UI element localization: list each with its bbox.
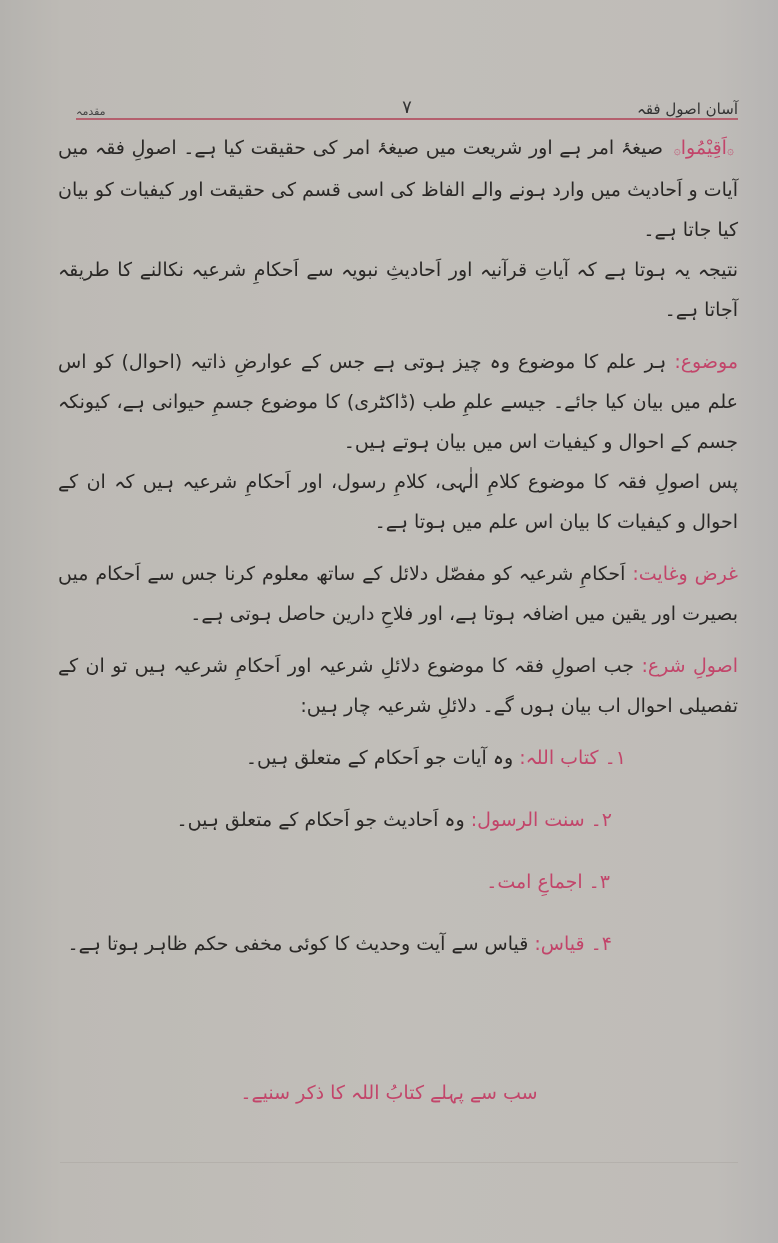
quran-word: ۞اَقِیْمُوا۞ — [673, 137, 734, 159]
header-rule — [76, 118, 738, 120]
mawzoo-conclusion: پس اصولِ فقہ کا موضوع کلامِ الٰہی، کلامِ رسول، اور اَحکامِ شرعیہ ہیں کہ ان کے احوال و کیفیات کا بیان اس علم میں ہوتا ہے۔ — [58, 471, 738, 533]
closing-line: سب سے پہلے کتابُ اللہ کا ذکر سنیے۔ — [240, 1082, 538, 1104]
ornament-icon: ۞ — [673, 143, 681, 157]
mawzoo-paragraph — [58, 342, 738, 462]
intro-text: صیغۂ امر ہے اور شریعت میں صیغۂ امر کی حقیقت کیا ہے۔ اصولِ فقہ میں آیات و اَحادیث میں وارد ہونے والے الفاظ کی اسی قسم کی حقیقت اور کیفیات کو بیان کیا جاتا ہے۔ — [58, 137, 738, 241]
intro-result: نتیجہ یہ ہوتا ہے کہ آیاتِ قرآنیہ اور اَحادیثِ نبویہ سے اَحکامِ شرعیہ نکالنے کا طریقہ آجاتا ہے۔ — [58, 259, 738, 321]
list-item: ۱۔ کتاب اللہ: وہ آیات جو اَحکام کے متعلق ہیں۔ — [245, 747, 626, 769]
usool-text: جب اصولِ فقہ کا موضوع دلائلِ شرعیہ اور اَحکامِ شرعیہ ہیں تو ان کے تفصیلی احوال اب بیان ہوں گے۔ دلائلِ شرعیہ چار ہیں: — [58, 655, 738, 717]
page-body — [58, 128, 738, 986]
list-item: ۴۔ قیاس: قیاس سے آیت وحدیث کا کوئی مخفی حکم ظاہر ہوتا ہے۔ — [67, 933, 612, 955]
gharaz-term: غرض وغایت: — [632, 563, 738, 585]
mawzoo-text: ہر علم کا موضوع وہ چیز ہوتی ہے جس کے عوارضِ ذاتیہ (احوال) کو اس علم میں بیان کیا جائے۔ جیسے علمِ طب (ڈاکٹری) کا موضوع جسمِ حیوانی ہے، کیونکہ جسم کے احوال و کیفیات اس میں بیان ہوتے ہیں۔ — [58, 351, 738, 453]
mawzoo-term: موضوع: — [674, 351, 738, 373]
page-number: ۷ — [402, 97, 412, 118]
gharaz-text: اَحکامِ شرعیہ کو مفصّل دلائل کے ساتھ معلوم کرنا جس سے اَحکام میں بصیرت اور یقین میں اضافہ ہوتا ہے، اور فلاحِ دارین حاصل ہوتی ہے۔ — [58, 563, 738, 625]
usool-paragraph — [58, 646, 738, 726]
sources-list — [58, 738, 738, 964]
bleed-through-rule — [60, 1162, 738, 1163]
list-item: ۲۔ سنت الرسول: وہ اَحادیث جو اَحکام کے متعلق ہیں۔ — [176, 809, 612, 831]
intro-paragraph — [58, 128, 738, 250]
ornament-icon: ۞ — [726, 143, 734, 157]
usool-term: اصولِ شرع: — [641, 655, 738, 677]
section-title: مقدمہ — [76, 105, 106, 118]
book-title: آسان اصولِ فقہ — [637, 100, 738, 118]
page-header — [76, 92, 738, 118]
gharaz-paragraph — [58, 554, 738, 634]
list-item: ۳۔ اجماعِ امت۔ — [486, 871, 610, 893]
